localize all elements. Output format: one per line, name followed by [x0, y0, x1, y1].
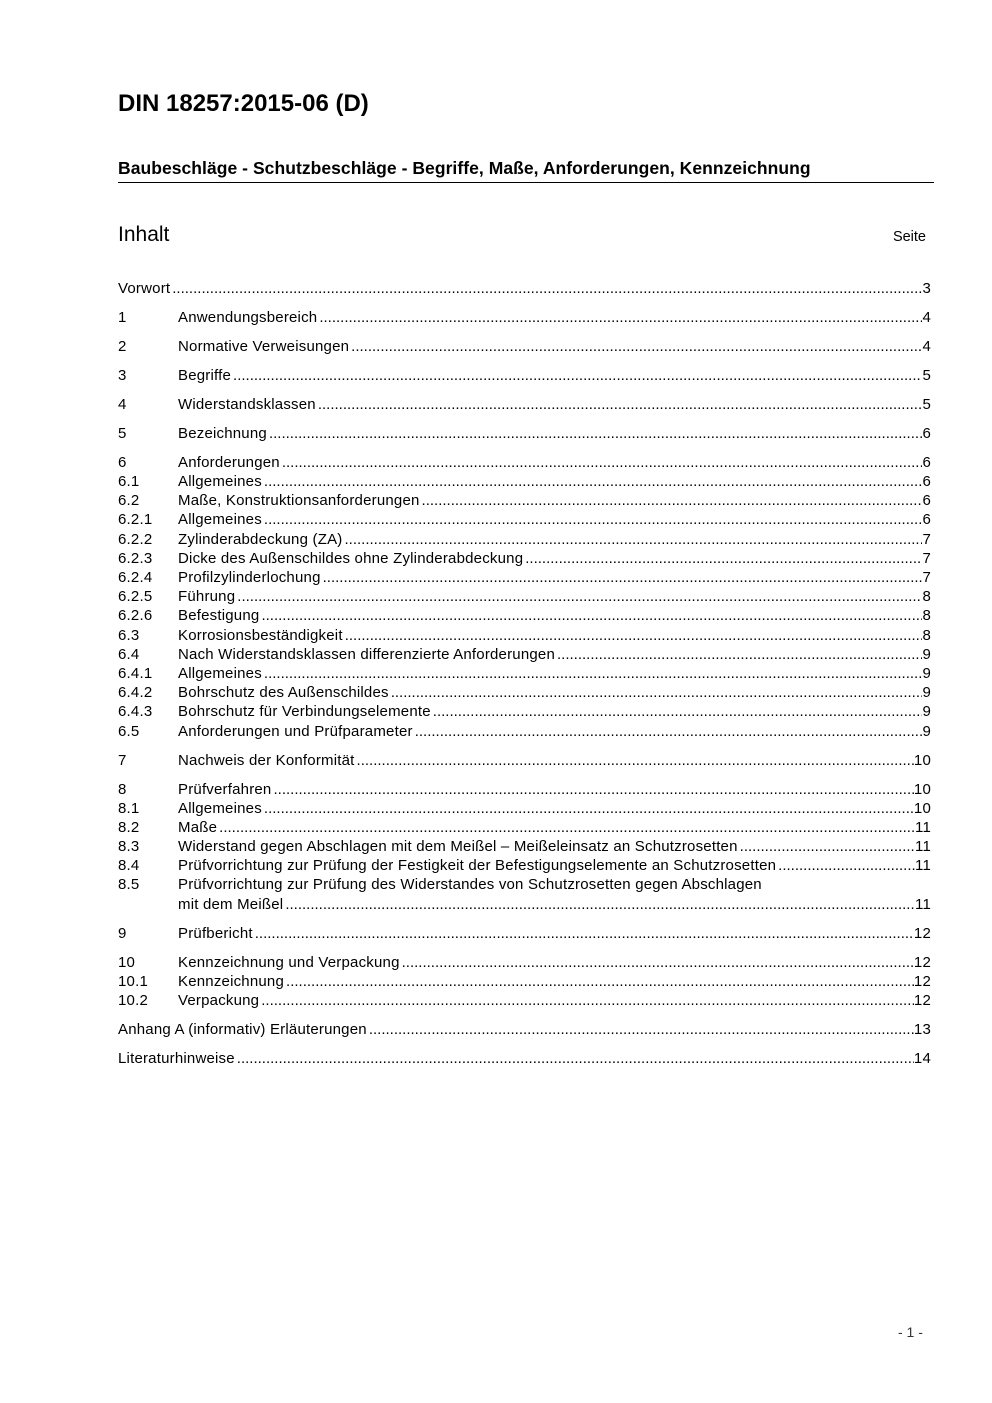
toc-entry-leader [235, 587, 922, 606]
toc-entry-leader [235, 1049, 914, 1068]
toc-entry-number: 6.2.1 [118, 511, 153, 529]
toc-entry-text-wrap [178, 395, 922, 414]
toc-entry-leader [555, 645, 922, 664]
toc-entry-text-wrap [178, 895, 915, 914]
toc-entry[interactable] [118, 856, 931, 875]
toc-entry-number: 5 [118, 424, 127, 442]
toc-entry[interactable] [118, 924, 931, 943]
toc-entry-page: 10 [913, 780, 931, 798]
toc-entry-text-wrap [178, 702, 922, 721]
toc-entry[interactable] [118, 991, 931, 1010]
toc-entry-title: Anforderungen [178, 453, 280, 471]
toc-entry[interactable] [118, 453, 931, 472]
toc-entry-title: Anwendungsbereich [178, 308, 318, 326]
toc-entry-leader [262, 799, 914, 818]
toc-entry-leader [259, 606, 922, 625]
toc-entry-leader [262, 472, 923, 491]
toc-entry[interactable] [118, 472, 931, 491]
toc-entry-text-wrap [178, 549, 922, 568]
toc-entry-page: 8 [922, 626, 931, 644]
document-id: DIN 18257:2015-06 (D) [118, 90, 369, 117]
toc-entry-text-wrap [178, 337, 922, 356]
toc-entry-page: 9 [922, 645, 931, 663]
toc-entry-leader [253, 924, 914, 943]
toc-entry-page: 11 [915, 895, 931, 913]
toc-entry-text-wrap [178, 510, 922, 529]
toc-entry-number: 7 [118, 751, 127, 769]
toc-entry-page: 4 [922, 337, 931, 355]
toc-entry-page: 12 [913, 972, 931, 990]
toc-entry-leader [367, 1020, 914, 1039]
toc-entry-title: Befestigung [178, 607, 260, 625]
toc-entry-leader [170, 279, 922, 298]
toc-entry[interactable] [118, 1049, 931, 1068]
toc-entry-text-wrap [118, 1020, 914, 1039]
toc-entry-page: 5 [922, 395, 931, 413]
toc-entry[interactable] [118, 664, 931, 683]
toc-entry-leader [280, 453, 923, 472]
toc-entry-text-wrap [118, 279, 922, 298]
toc-entry-page: 9 [922, 703, 931, 721]
toc-entry-text-wrap [178, 472, 922, 491]
toc-entry[interactable] [118, 895, 931, 914]
toc-entry-title: Prüfvorrichtung zur Prüfung der Festigkeit der Befestigungselemente an Schutzrosetten [178, 857, 777, 875]
toc-entry-number: 8.4 [118, 857, 140, 875]
toc-entry-number: 6.2.6 [118, 607, 153, 625]
toc-entry-text-wrap [178, 308, 922, 327]
toc-entry-page: 14 [913, 1049, 931, 1067]
toc-entry[interactable] [118, 606, 931, 625]
toc-entry-page: 11 [915, 838, 931, 856]
toc-entry-title: Allgemeines [178, 664, 262, 682]
toc-entry[interactable] [118, 1020, 931, 1039]
toc-entry[interactable] [118, 626, 931, 645]
toc-entry-number: 10.1 [118, 972, 148, 990]
toc-entry-text-wrap [178, 491, 922, 510]
toc-entry[interactable] [118, 972, 931, 991]
toc-entry[interactable] [118, 799, 931, 818]
toc-entry-number: 1 [118, 308, 127, 326]
toc-entry-number: 9 [118, 924, 127, 942]
toc-entry-leader [342, 530, 922, 549]
toc-entry-number: 6.4 [118, 645, 140, 663]
toc-entry-title: Widerstandsklassen [178, 395, 316, 413]
toc-entry[interactable] [118, 510, 931, 529]
toc-entry-leader [349, 337, 922, 356]
toc-entry-title: Bohrschutz für Verbindungselemente [178, 703, 431, 721]
toc-entry-page: 12 [913, 924, 931, 942]
toc-entry-title: Prüfvorrichtung zur Prüfung des Widerstandes von Schutzrosetten gegen Abschlagen [178, 876, 762, 894]
toc-entry-text-wrap [178, 530, 922, 549]
page-number: - 1 - [898, 1324, 923, 1340]
toc-entry[interactable] [118, 337, 931, 356]
toc-entry-title: Literaturhinweise [118, 1049, 235, 1067]
toc-entry-leader [776, 856, 915, 875]
toc-entry-leader [316, 395, 923, 414]
toc-entry-number: 6.4.1 [118, 664, 153, 682]
toc-entry-title: Allgemeines [178, 799, 262, 817]
toc-entry-number: 6.2.3 [118, 549, 153, 567]
toc-entry-page: 7 [922, 549, 931, 567]
toc-entry-page: 7 [922, 530, 931, 548]
toc-entry[interactable] [118, 366, 931, 385]
toc-entry-page: 9 [922, 664, 931, 682]
toc-entry-number: 8 [118, 780, 127, 798]
toc-entry-leader [283, 895, 915, 914]
toc-entry-text-wrap [178, 453, 922, 472]
toc-entry-number: 10.2 [118, 991, 148, 1009]
toc-entry-title: Nachweis der Konformität [178, 751, 355, 769]
toc-entry-leader [400, 953, 914, 972]
toc-entry-title: Prüfverfahren [178, 780, 272, 798]
toc-entry[interactable] [118, 953, 931, 972]
toc-entry-page: 9 [922, 684, 931, 702]
toc-entry-leader [420, 491, 923, 510]
toc-entry-title: Führung [178, 588, 236, 606]
toc-entry-title: Normative Verweisungen [178, 337, 350, 355]
toc-entry-leader [231, 366, 922, 385]
toc-entry-leader [343, 626, 923, 645]
toc-entry-page: 6 [922, 424, 931, 442]
toc-entry-page: 4 [922, 308, 931, 326]
toc-entry-page: 6 [922, 492, 931, 510]
toc-entry-number: 8.1 [118, 799, 140, 817]
toc-entry-page: 12 [913, 991, 931, 1009]
toc-entry-title: Prüfbericht [178, 924, 253, 942]
toc-entry-text-wrap [178, 664, 922, 683]
toc-entry-page: 3 [922, 280, 931, 297]
toc-entry-page: 7 [922, 569, 931, 587]
toc-entry-number: 6 [118, 453, 127, 471]
toc-entry-leader [284, 972, 914, 991]
toc-entry-title: Bezeichnung [178, 424, 267, 442]
toc-entry-title: mit dem Meißel [178, 895, 284, 913]
toc-entry-title: Kennzeichnung [178, 972, 285, 990]
toc-entry[interactable] [118, 308, 931, 327]
toc-entry-number: 2 [118, 337, 127, 355]
toc-entry-number: 6.2 [118, 492, 140, 510]
toc-entry[interactable] [118, 530, 931, 549]
toc-entry-text-wrap [178, 568, 922, 587]
toc-entry[interactable] [118, 837, 931, 856]
toc-entry[interactable] [118, 875, 931, 894]
toc-entry-leader [262, 664, 923, 683]
toc-entry-title: Profilzylinderlochung [178, 569, 321, 587]
toc-entry-number: 6.1 [118, 473, 140, 491]
toc-entry-leader [259, 991, 914, 1010]
toc-entry-title: Korrosionsbeständigkeit [178, 626, 343, 644]
toc-entry-page: 11 [915, 857, 931, 875]
toc-entry-number: 3 [118, 366, 127, 384]
toc-entry-leader [267, 424, 923, 443]
toc-entry-text-wrap [178, 645, 922, 664]
toc-entry[interactable] [118, 751, 931, 770]
toc-entry-leader [321, 568, 923, 587]
toc-entry-page: 8 [922, 588, 931, 606]
toc-entry-number: 6.2.5 [118, 588, 153, 606]
toc-entry-title: Anforderungen und Prüfparameter [178, 722, 413, 740]
toc-entry[interactable] [118, 722, 931, 741]
toc-entry-text-wrap [178, 875, 931, 894]
toc-entry-text-wrap [178, 424, 922, 443]
toc-entry-text-wrap [178, 722, 922, 741]
toc-entry-page: 12 [913, 953, 931, 971]
toc-entry[interactable] [118, 549, 931, 568]
document-subtitle: Baubeschläge - Schutzbeschläge - Begriffe, Maße, Anforderungen, Kennzeichnung [118, 158, 934, 183]
toc-entry-title: Maße, Konstruktionsanforderungen [178, 492, 420, 510]
toc-entry-leader [413, 722, 923, 741]
toc-entry-leader [355, 751, 914, 770]
toc-entry-leader [431, 702, 923, 721]
toc-entry-number: 4 [118, 395, 127, 413]
toc-entry-number: 6.4.2 [118, 684, 153, 702]
toc-entry-text-wrap [178, 837, 915, 856]
toc-entry-text-wrap [178, 606, 922, 625]
toc-entry[interactable] [118, 395, 931, 414]
toc-entry-title: Verpackung [178, 991, 260, 1009]
toc-entry-number: 6.2.2 [118, 530, 153, 548]
toc-entry-text-wrap [178, 818, 915, 837]
toc-entry[interactable] [118, 702, 931, 721]
toc-entry-text-wrap [178, 683, 922, 702]
toc-entry-number: 8.5 [118, 876, 140, 894]
toc-entry-title: Bohrschutz des Außenschildes [178, 684, 389, 702]
toc-entry-page: 10 [913, 799, 931, 817]
toc-entry-page: 5 [922, 366, 931, 384]
toc-entry-text-wrap [178, 587, 922, 606]
toc-entry-number: 6.4.3 [118, 703, 153, 721]
toc-entry-number: 6.3 [118, 626, 140, 644]
toc-page-label: Seite [892, 229, 926, 245]
toc-entry-title: Nach Widerstandsklassen differenzierte Anforderungen [178, 645, 555, 663]
toc-entry[interactable] [118, 424, 931, 443]
toc-entry-text-wrap [178, 751, 914, 770]
toc-entry-page: 6 [922, 473, 931, 491]
toc-entry[interactable] [118, 491, 931, 510]
toc-entry-page: 8 [922, 607, 931, 625]
toc-entry[interactable] [118, 587, 931, 606]
toc-entry-leader [271, 780, 913, 799]
toc-entry-leader [217, 818, 915, 837]
toc-entry-page: 10 [913, 751, 931, 769]
toc-entry[interactable] [118, 568, 931, 587]
toc-entry-leader [389, 683, 923, 702]
toc-entry-title: Dicke des Außenschildes ohne Zylinderabdeckung [178, 549, 524, 567]
toc-entry-leader [317, 308, 922, 327]
toc-entry-text-wrap [178, 780, 914, 799]
toc-entry-text-wrap [178, 626, 922, 645]
toc-entry-text-wrap [178, 991, 914, 1010]
toc-entry-page: 6 [922, 453, 931, 471]
toc-entry-title: Kennzeichnung und Verpackung [178, 953, 400, 971]
toc-entry[interactable] [118, 818, 931, 837]
toc-entry-title: Anhang A (informativ) Erläuterungen [118, 1020, 367, 1038]
toc-entry-title: Allgemeines [178, 473, 262, 491]
toc-entry-page: 13 [913, 1020, 931, 1038]
toc-entry-number: 8.3 [118, 838, 140, 856]
toc-entry-number: 6.5 [118, 722, 140, 740]
toc-entry-text-wrap [178, 972, 914, 991]
toc-entry-number: 10 [118, 953, 136, 971]
toc-header [118, 223, 926, 247]
toc-entry-leader [523, 549, 922, 568]
toc-entry-text-wrap [118, 1049, 914, 1068]
toc-entry-title: Widerstand gegen Abschlagen mit dem Meißel – Meißeleinsatz an Schutzrosetten [178, 838, 738, 856]
toc-title: Inhalt [118, 223, 170, 246]
toc-entry-page: 6 [922, 511, 931, 529]
toc-entry-text-wrap [178, 924, 914, 943]
toc-entry-leader [262, 510, 923, 529]
table-of-contents [118, 279, 931, 1068]
toc-entry[interactable] [118, 279, 931, 298]
toc-entry-number: 8.2 [118, 818, 140, 836]
toc-entry[interactable] [118, 683, 931, 702]
toc-entry-page: 11 [915, 818, 931, 836]
toc-entry-text-wrap [178, 953, 914, 972]
toc-entry-title: Vorwort [118, 280, 171, 297]
toc-entry[interactable] [118, 645, 931, 664]
toc-entry-number: 6.2.4 [118, 569, 153, 587]
toc-entry-text-wrap [178, 366, 922, 385]
toc-entry[interactable] [118, 780, 931, 799]
toc-entry-title: Allgemeines [178, 511, 262, 529]
toc-entry-title: Zylinderabdeckung (ZA) [178, 530, 343, 548]
toc-entry-page: 9 [922, 722, 931, 740]
toc-entry-text-wrap [178, 799, 914, 818]
toc-entry-title: Maße [178, 818, 218, 836]
toc-entry-title: Begriffe [178, 366, 232, 384]
toc-entry-text-wrap [178, 856, 915, 875]
toc-entry-leader [738, 837, 915, 856]
